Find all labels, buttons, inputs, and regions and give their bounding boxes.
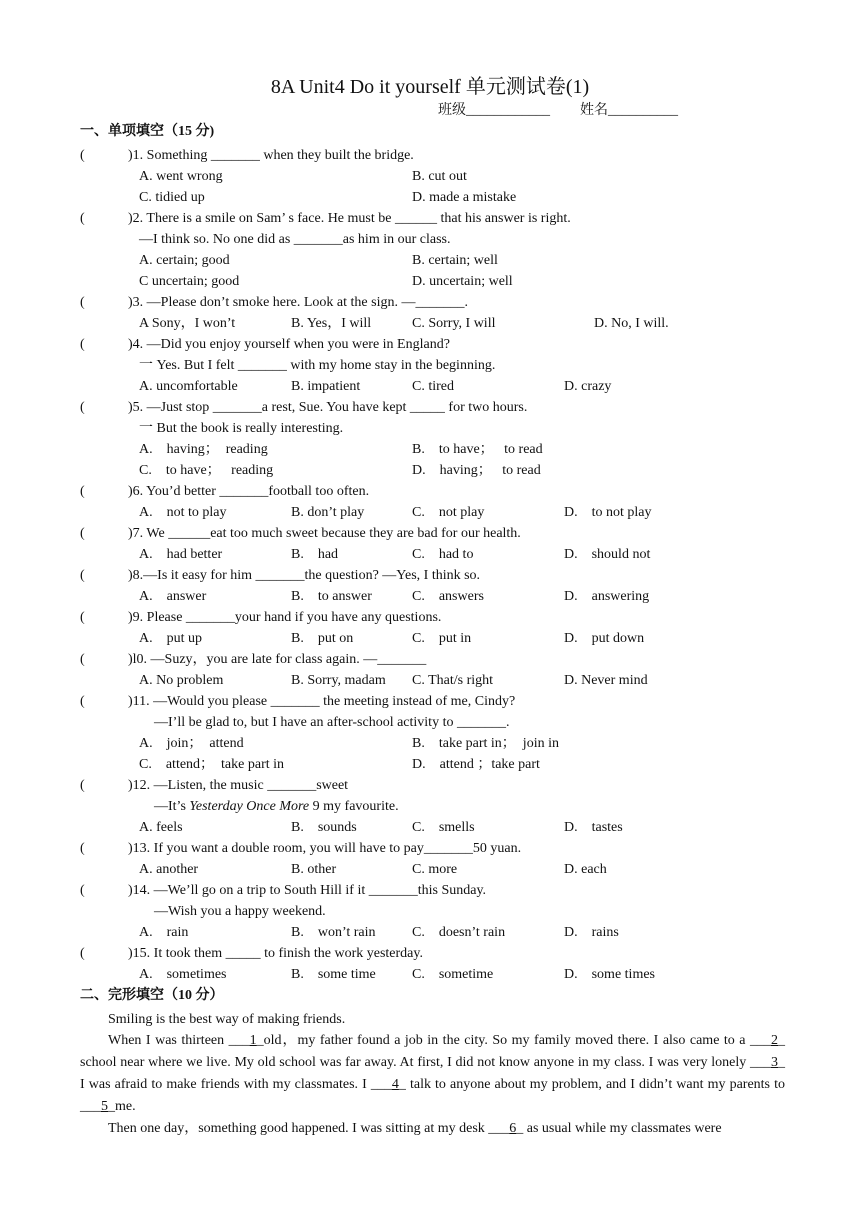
option: B. don’t play [291, 505, 365, 520]
song-title: Yesterday Once More [189, 799, 310, 814]
option: A. join； attend [139, 736, 244, 751]
question-4: ( )4. —Did you enjoy yourself when you were in England? [80, 337, 450, 352]
option: D. uncertain; well [412, 274, 513, 289]
section1-heading: 一、单项填空（15 分) [80, 124, 215, 139]
question-6: ( )6. You’d better _______football too often. [80, 484, 370, 499]
option: A. another [139, 862, 199, 877]
option: D. put down [564, 631, 645, 646]
blank-6: 6 [509, 1121, 517, 1136]
option: A. sometimes [139, 967, 227, 982]
option: B. impatient [291, 379, 361, 394]
option: A. put up [139, 631, 202, 646]
option: A. No problem [139, 673, 224, 688]
blank-1: 1 [249, 1033, 257, 1048]
option: D. attend ；take part [412, 757, 540, 772]
passage-paragraph-1: Smiling is the best way of making friends. [108, 1012, 346, 1027]
option: D. made a mistake [412, 190, 517, 205]
option: B. to have； to read [412, 442, 543, 457]
option: A Sony，I won’t [139, 316, 236, 331]
option: A. feels [139, 820, 183, 835]
option: D. to not play [564, 505, 652, 520]
option: B. Yes，I will [291, 316, 372, 331]
option: C. tidied up [139, 190, 205, 205]
question-line: 一 But the book is really interesting. [139, 421, 344, 436]
question-13: ( )13. If you want a double room, you will have to pay_______50 yuan. [80, 841, 522, 856]
option: D. crazy [564, 379, 612, 394]
question-12: ( )12. —Listen, the music _______sweet [80, 778, 349, 793]
option: C. to have； reading [139, 463, 274, 478]
option: C. had to [412, 547, 474, 562]
question-11: ( )11. —Would you please _______ the meeting instead of me, Cindy? [80, 694, 516, 709]
option: A. rain [139, 925, 189, 940]
question-line: —I think so. No one did as _______as him in our class. [139, 232, 451, 247]
option: B. sounds [291, 820, 357, 835]
question-line: 一 Yes. But I felt _______ with my home stay in the beginning. [139, 358, 496, 373]
option: C. smells [412, 820, 475, 835]
option: C. That/s right [412, 673, 494, 688]
option: D. Never mind [564, 673, 648, 688]
option: C. tired [412, 379, 454, 394]
option: B. take part in； join in [412, 736, 559, 751]
option: C. sometime [412, 967, 494, 982]
document-title: 8A Unit4 Do it yourself 单元测试卷(1) [270, 76, 590, 98]
question-3: ( )3. —Please don’t smoke here. Look at the sign. —_______. [80, 295, 468, 310]
option: D. each [564, 862, 607, 877]
question-line: —It’s Yesterday Once More 9 my favourite. [154, 799, 399, 814]
option: B. put on [291, 631, 354, 646]
question-15: ( )15. It took them _____ to finish the work yesterday. [80, 946, 423, 961]
option: D. answering [564, 589, 650, 604]
option: A. having； reading [139, 442, 268, 457]
question-line: —Wish you a happy weekend. [154, 904, 326, 919]
question-9: ( )9. Please _______your hand if you have any questions. [80, 610, 442, 625]
option: C. put in [412, 631, 472, 646]
question-2: ( )2. There is a smile on Sam’ s face. He must be ______ that his answer is right. [80, 211, 571, 226]
option: C. Sorry, I will [412, 316, 496, 331]
option: C. more [412, 862, 458, 877]
option: C. attend； take part in [139, 757, 285, 772]
option: B. to answer [291, 589, 372, 604]
question-7: ( )7. We ______eat too much sweet because they are bad for our health. [80, 526, 521, 541]
passage-paragraph-3: Then one day，something good happened. I was sitting at my desk ___6_ as usual while my classmates were [108, 1121, 722, 1136]
passage-paragraph-2: When I was thirteen ___1_old，my father found a job in the city. So my family moved there. I also came to a ___2_ school near where we live. My old school was far away. At first, I did not know anyone in my class. I was very lonely ___3_ I was afraid to make friends with my classmates. I ___4_ talk to anyone about my problem, and I didn’t want my parents to ___5_me. [80, 1033, 786, 1114]
blank-4: 4 [391, 1077, 399, 1092]
option: C. not play [412, 505, 485, 520]
option: D. rains [564, 925, 619, 940]
question-8: ( )8.—Is it easy for him _______the question? —Yes, I think so. [80, 568, 481, 583]
question-14: ( )14. —We’ll go on a trip to South Hill if it _______this Sunday. [80, 883, 487, 898]
option: B. certain; well [412, 253, 498, 268]
option: B. won’t rain [291, 925, 376, 940]
option: A. not to play [139, 505, 227, 520]
question-10: ( )l0. —Suzy，you are late for class again. —_______ [80, 652, 427, 667]
option: C. doesn’t rain [412, 925, 506, 940]
option: D. tastes [564, 820, 623, 835]
option: A. answer [139, 589, 207, 604]
option: A. uncomfortable [139, 379, 238, 394]
option: B. other [291, 862, 337, 877]
question-5: ( )5. —Just stop _______a rest, Sue. You have kept _____ for two hours. [80, 400, 528, 415]
option: C uncertain; good [139, 274, 240, 289]
name-field: 姓名__________ [580, 103, 678, 118]
section2-heading: 二、完形填空（10 分） [80, 988, 224, 1003]
class-field: 班级____________ [438, 103, 550, 118]
question-1: ( )1. Something _______ when they built the bridge. [80, 148, 414, 163]
option: D. some times [564, 967, 655, 982]
option: A. had better [139, 547, 223, 562]
option: D. should not [564, 547, 651, 562]
option: C. answers [412, 589, 484, 604]
option: D. No, I will. [594, 316, 669, 331]
option: B. cut out [412, 169, 467, 184]
option: A. went wrong [139, 169, 223, 184]
option: B. some time [291, 967, 376, 982]
option: A. certain; good [139, 253, 230, 268]
blank-5: 5 [101, 1099, 108, 1114]
question-line: —I’ll be glad to, but I have an after-school activity to _______. [154, 715, 510, 730]
option: D. having； to read [412, 463, 541, 478]
option: B. had [291, 547, 339, 562]
option: B. Sorry, madam [291, 673, 386, 688]
class-name-line [438, 101, 678, 121]
blank-3: 3 [771, 1055, 778, 1070]
blank-2: 2 [771, 1033, 779, 1048]
